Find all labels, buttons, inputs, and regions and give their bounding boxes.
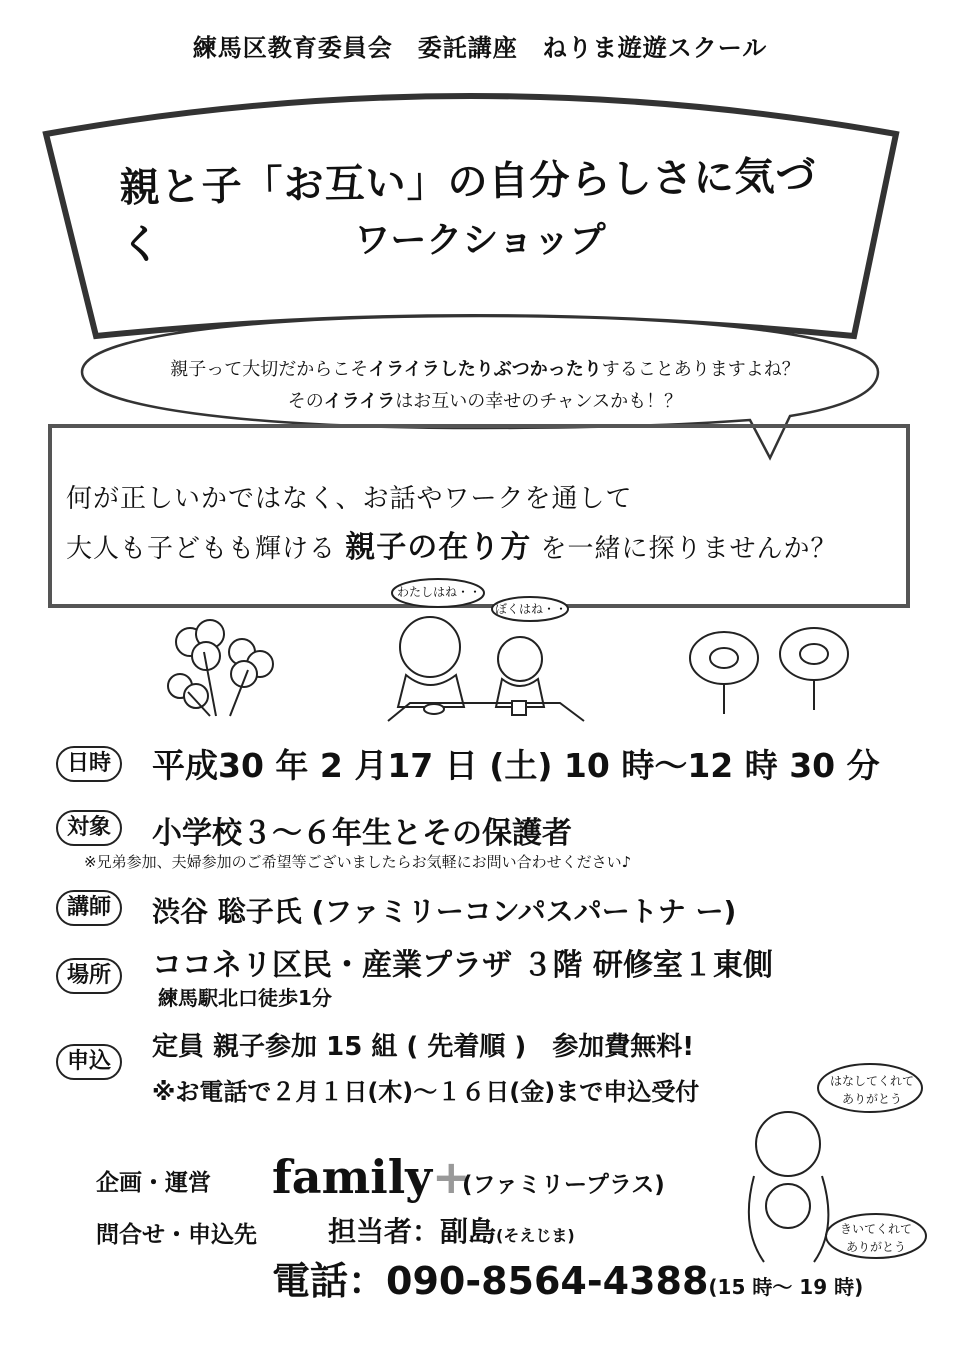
logo-plus-icon: + xyxy=(431,1150,471,1204)
header-title: 練馬区教育委員会 委託講座 ねりま遊遊スクール xyxy=(192,34,768,62)
box-text: を一緒に探りませんか？ xyxy=(540,534,838,564)
apply-label: 申込 xyxy=(56,1044,122,1080)
contact-reading: (そえじま) xyxy=(496,1226,575,1245)
speech-hanashite xyxy=(820,1072,924,1108)
target-value: 小学校３～６年生とその保護者 xyxy=(152,816,572,851)
contact-person xyxy=(328,1210,575,1250)
speech-woman: わたしはね・・ xyxy=(396,585,481,599)
clover-illustration xyxy=(160,612,290,722)
contact-label: 問合せ・申込先 xyxy=(96,1222,257,1248)
target-note: ※兄弟参加、夫婦参加のご希望等ございましたらお気軽にお問い合わせください♪ xyxy=(84,853,632,871)
title-line1: 親と子「お互い」の自分らしさに気づく xyxy=(119,153,817,269)
phone-number: 電話：090-8564-4388 xyxy=(272,1259,709,1303)
apply-sub: ※お電話で２月１日(木)～１６日(金)まで申込受付 xyxy=(152,1078,700,1106)
place-sub: 練馬駅北口徒歩1分 xyxy=(158,986,332,1010)
organizer-label: 企画・運営 xyxy=(96,1170,211,1196)
family-logo xyxy=(272,1150,471,1204)
bubble-text: その xyxy=(287,391,324,412)
bubble-text: することありますよね？ xyxy=(601,359,800,380)
bubble-text: 親子って大切だからこそ xyxy=(170,359,369,380)
place-label: 場所 xyxy=(56,958,122,994)
logo-text: family xyxy=(272,1150,432,1204)
speech-text: ありがとう xyxy=(841,1092,902,1106)
lecturer-label: 講師 xyxy=(56,890,122,926)
speech-text: きいてくれて xyxy=(839,1222,912,1236)
target-label: 対象 xyxy=(56,810,122,846)
place-value: ココネリ区民・産業プラザ ３階 研修室１東側 xyxy=(152,948,773,983)
box-text: 大人も子どもも輝ける xyxy=(66,534,337,564)
box-line1: 何が正しいかではなく、お話やワークを通して xyxy=(66,484,633,514)
apply-value: 定員 親子参加 15 組 ( 先着順 ) 参加費無料! xyxy=(152,1032,695,1062)
speech-text: はなしてくれて xyxy=(829,1074,914,1088)
bubble-line1 xyxy=(90,354,880,386)
title-line2: ワークショップ xyxy=(354,220,606,261)
bubble-emphasis: イライラ xyxy=(323,391,396,412)
date-value: 平成30 年 2 月17 日 (土) 10 時～12 時 30 分 xyxy=(152,746,880,785)
contact-name: 担当者：副島 xyxy=(328,1215,497,1248)
date-label: 日時 xyxy=(56,746,122,782)
box-line2 xyxy=(66,522,838,566)
phone-line xyxy=(272,1250,863,1305)
flower-illustration xyxy=(680,618,870,718)
speech-boy: ぼくはね・・ xyxy=(494,602,567,616)
organizer-name: (ファミリープラス) xyxy=(462,1172,665,1198)
bubble-emphasis: イライラしたりぶつかったり xyxy=(368,359,602,380)
phone-hours: (15 時～ 19 時) xyxy=(708,1275,864,1299)
bubble-text: はお互いの幸せのチャンスかも！？ xyxy=(395,391,683,412)
lecturer-value: 渋谷 聡子氏 (ファミリーコンパスパートナ ー) xyxy=(152,895,737,928)
box-emphasis: 親子の在り方 xyxy=(345,530,532,565)
bubble-line2 xyxy=(90,386,880,418)
speech-text: ありがとう xyxy=(845,1240,906,1254)
